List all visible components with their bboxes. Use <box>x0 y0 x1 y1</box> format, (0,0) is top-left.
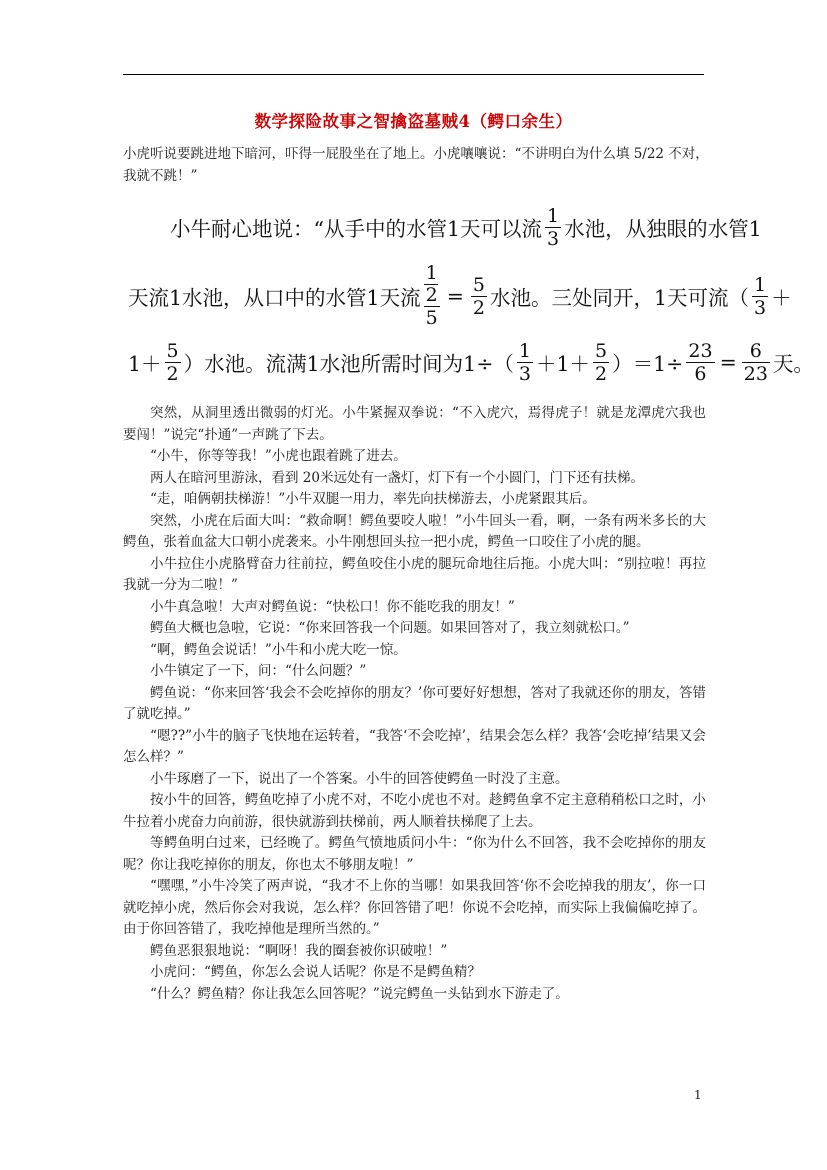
equation-line-2 <box>128 253 792 339</box>
eq-text: 天流1水池，从口中的水管1天流 <box>128 286 421 310</box>
story-paragraph: “啊，鳄鱼会说话！”小牛和小虎大吃一惊。 <box>150 641 407 658</box>
eq-text: 1＋ <box>128 352 162 376</box>
fraction-denominator: 2 <box>595 362 608 385</box>
fraction-denominator: 3 <box>547 227 560 250</box>
story-paragraph: 小牛镇定了一下，问：“什么问题？” <box>150 663 367 679</box>
eq-sign: = <box>719 350 737 374</box>
fraction <box>517 340 533 385</box>
fraction-numerator: 5 <box>166 339 179 362</box>
story-paragraph: “嘿嘿，”小牛冷笑了两声说，“我才不上你的当哪！如果我回答‘你不会吃掉我的朋友’，你一口就吃掉小虎，然后你会对我说，怎么样？你回答错了吧！你说不会吃掉，而实际上我偏偏吃掉了。由于你回答错了，我吃掉他是理所当然的。” <box>123 878 706 937</box>
fraction <box>752 274 768 319</box>
story-paragraph: 两人在暗河里游泳，看到 20米远处有一盏灯，灯下有一个小圆门，门下还有扶梯。 <box>150 469 644 486</box>
story-paragraph: “小牛，你等等我！”小虎也跟着跳了进去。 <box>150 448 407 464</box>
fraction-numerator: 1 <box>754 273 767 296</box>
intro-text: 小虎听说要跳进地下暗河，吓得一屁股坐在了地上。小虎嚷嚷说：“不讲明白为什么填 5/22 不对，我就不跳！” <box>123 146 709 184</box>
story-body <box>123 403 706 1005</box>
fraction <box>471 274 487 319</box>
eq-text: 水池，从独眼的水管1 <box>564 217 762 241</box>
intro-paragraph <box>123 144 713 187</box>
fraction-denominator: 2 <box>166 362 179 385</box>
story-paragraph: 小虎问：“鳄鱼，你怎么会说人话呢？你是不是鳄鱼精？ <box>150 964 481 980</box>
story-paragraph: 鳄鱼大概也急啦，它说：“你来回答我一个问题。如果回答对了，我立刻就松口。” <box>150 620 630 636</box>
story-paragraph: 按小牛的回答，鳄鱼吃掉了小虎不对，不吃小虎也不对。趁鳄鱼拿不定主意稍稍松口之时，小牛拉着小虎奋力向前游，很快就游到扶梯前，两人顺着扶梯爬了上去。 <box>123 792 706 830</box>
eq-text: 天。 <box>772 352 814 376</box>
document-title: 数学探险故事之智擒盗墓贼4（鳄口余生） <box>254 112 573 131</box>
fraction-numerator: 1 <box>425 262 438 284</box>
fraction-denominator: 23 <box>743 362 768 385</box>
story-paragraph: 突然，从洞里透出微弱的灯光。小牛紧握双拳说：“不入虎穴，焉得虎子！就是龙潭虎穴我也要闯！”说完“扑通”一声跳了下去。 <box>123 405 706 443</box>
fraction-denominator: 3 <box>518 362 531 385</box>
fraction-denominator: 2 <box>472 296 485 319</box>
fraction-numerator: 23 <box>688 339 713 362</box>
fraction-denominator: 6 <box>694 362 707 385</box>
story-paragraph: “走，咱俩朝扶梯游！”小牛双腿一用力，率先向扶梯游去，小虎紧跟其后。 <box>150 491 596 507</box>
story-paragraph: 突然，小虎在后面大叫：“救命啊！鳄鱼要咬人啦！”小牛回头一看，啊，一条有两米多长的大鳄鱼，张着血盆大口朝小虎袭来。小牛刚想回头拉一把小虎，鳄鱼一口咬住了小虎的腿。 <box>123 512 706 550</box>
eq-text: 小牛耐心地说：“从手中的水管1天可以流 <box>170 217 543 241</box>
story-paragraph: 鳄鱼说：“你来回答‘我会不会吃掉你的朋友？’你可要好好想想，答对了我就还你的朋友，答错了就吃掉。” <box>123 684 706 722</box>
fraction-numerator: 1 <box>518 339 531 362</box>
complex-fraction <box>424 263 440 329</box>
story-paragraph: 等鳄鱼明白过来，已经晚了。鳄鱼气愤地质问小牛：“你为什么不回答，我不会吃掉你的朋友呢？你让我吃掉你的朋友，你也太不够朋友啦！” <box>123 835 706 873</box>
fraction-numerator: 1 <box>547 204 560 227</box>
fraction-mid: 2 <box>425 284 438 306</box>
story-paragraph: 小牛拉住小虎胳臂奋力往前拉，鳄鱼咬住小虎的腿玩命地往后拖。小虎大叫：“别拉啦！再拉我就一分为二啦！” <box>123 555 706 593</box>
equation-line-3 <box>128 335 814 389</box>
eq-text: ＋1＋ <box>536 352 591 376</box>
eq-sign: = <box>446 284 464 308</box>
story-paragraph: 鳄鱼恶狠狠地说：“啊呀！我的圈套被你识破啦！” <box>150 942 448 959</box>
story-paragraph: “嗯??”小牛的脑子飞快地在运转着，“我答‘不会吃掉’，结果会怎么样？我答‘会吃掉’结果又会怎么样？” <box>123 727 706 765</box>
fraction <box>165 340 181 385</box>
fraction-numerator: 5 <box>472 273 485 296</box>
fraction <box>593 340 609 385</box>
story-paragraph: 小牛琢磨了一下，说出了一个答案。小牛的回答使鳄鱼一时没了主意。 <box>150 770 569 787</box>
page-number: 1 <box>694 1088 702 1102</box>
eq-text: 水池。三处同开，1天可流（ <box>489 286 750 310</box>
fraction-numerator: 5 <box>595 339 608 362</box>
eq-text: ＋ <box>771 286 792 310</box>
fraction <box>545 205 561 250</box>
fraction-denominator: 3 <box>754 296 767 319</box>
header-rule <box>123 74 704 75</box>
fraction <box>686 340 714 385</box>
eq-text: ）＝1÷ <box>612 352 684 376</box>
story-paragraph: “什么？鳄鱼精？你让我怎么回答呢？”说完鳄鱼一头钻到水下游走了。 <box>150 985 569 1002</box>
fraction-denominator: 5 <box>425 307 438 329</box>
equation-line-1 <box>170 200 762 254</box>
eq-text: ）水池。流满1水池所需时间为1÷（ <box>183 352 514 376</box>
fraction-numerator: 6 <box>749 339 762 362</box>
fraction <box>742 340 770 385</box>
story-paragraph: 小牛真急啦！大声对鳄鱼说：“快松口！你不能吃我的朋友！” <box>150 598 515 615</box>
